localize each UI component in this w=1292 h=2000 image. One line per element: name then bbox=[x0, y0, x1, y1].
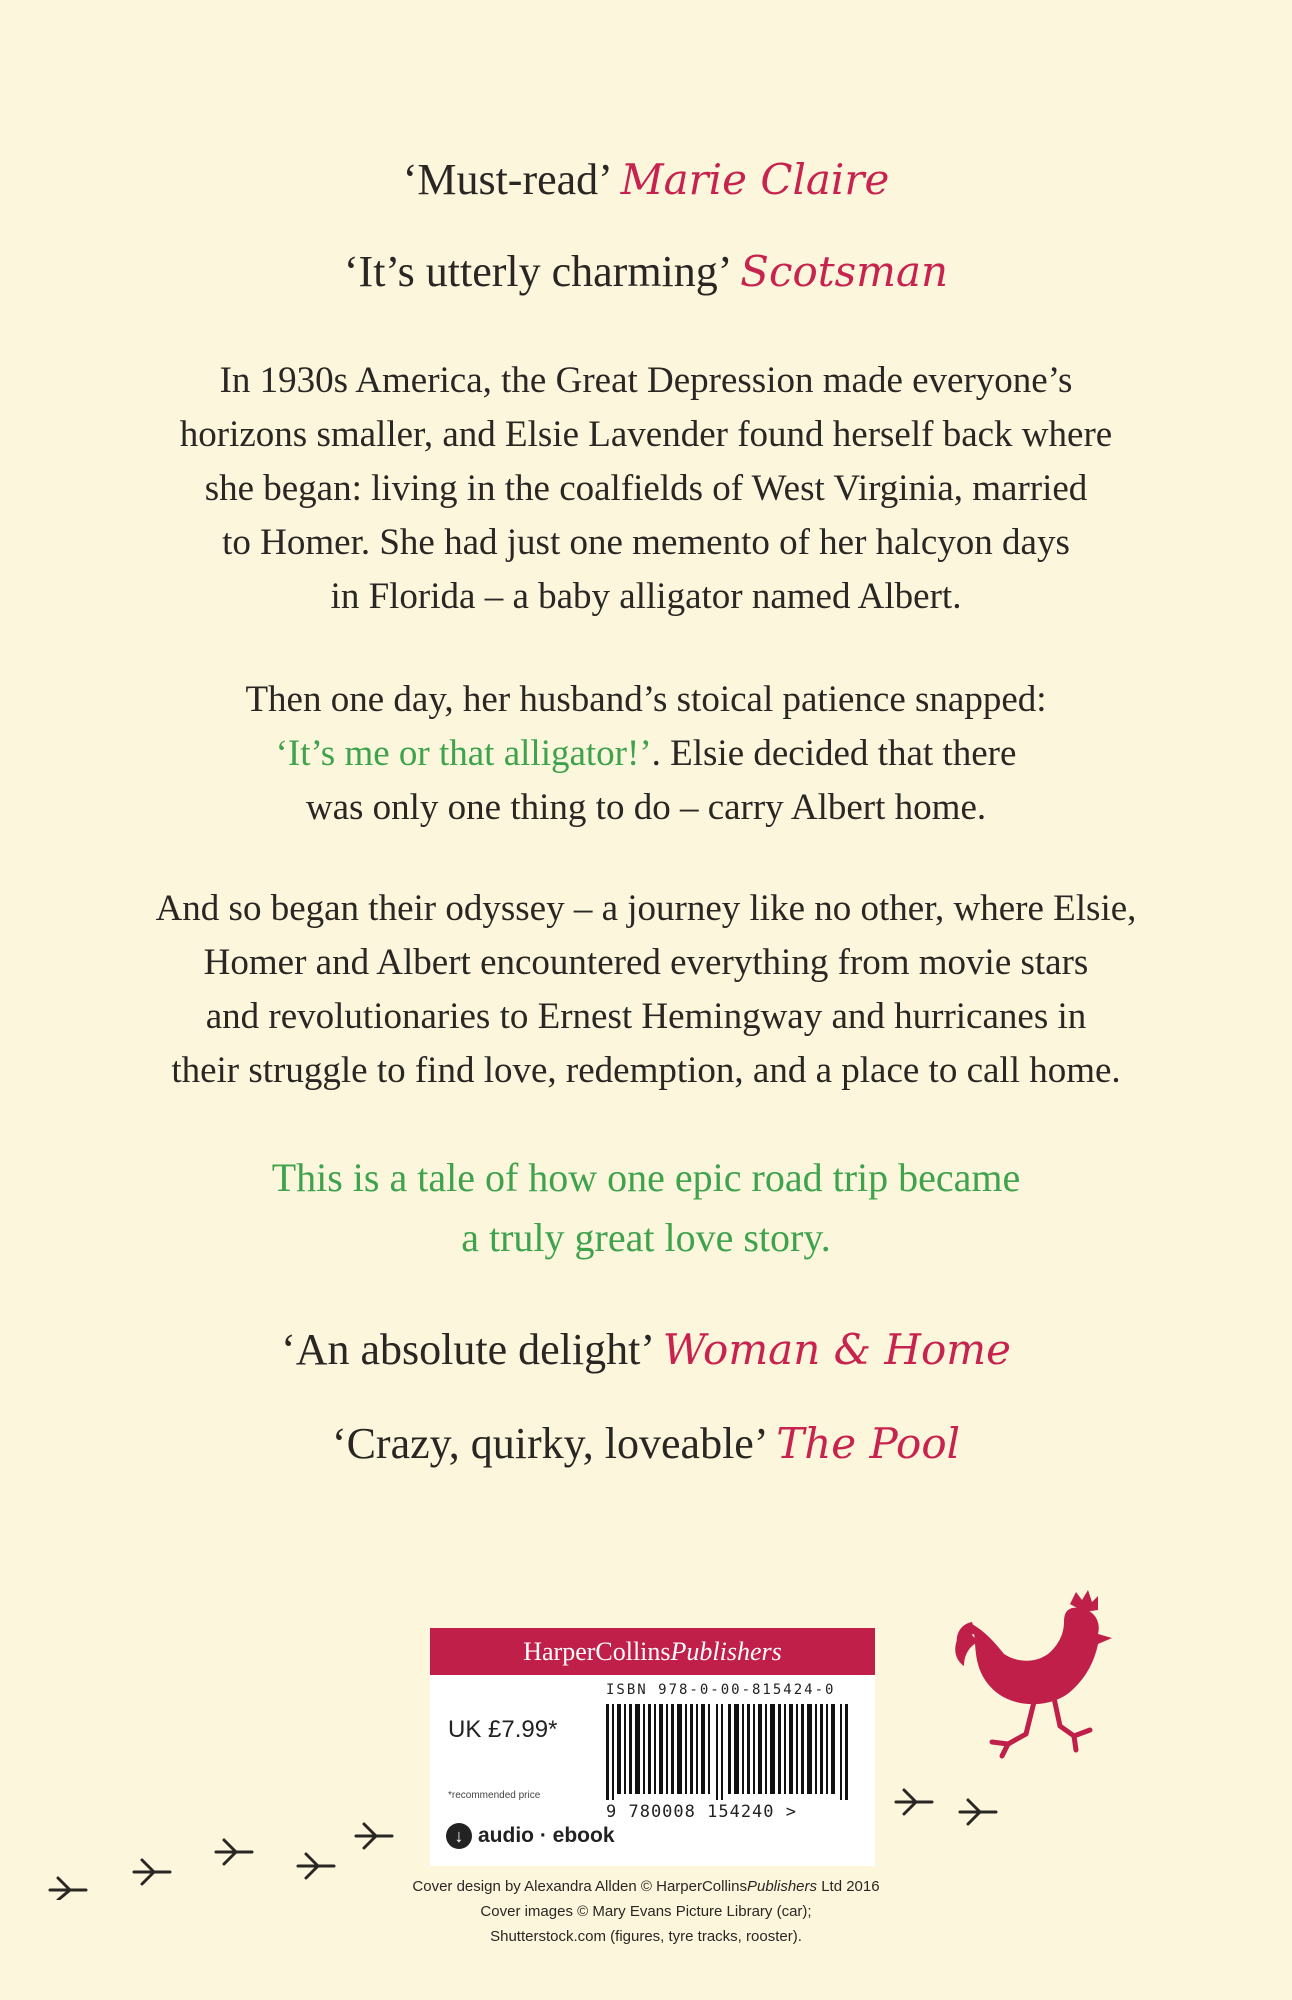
credit-text: Cover design by Alexandra Allden © HarperCollins bbox=[412, 1878, 747, 1895]
quote-source: Scotsman bbox=[740, 247, 949, 296]
blurb-line: in Florida – a baby alligator named Albert. bbox=[330, 576, 962, 617]
credit-text: Ltd 2016 bbox=[817, 1878, 880, 1895]
formats-text: audio · ebook bbox=[478, 1824, 615, 1847]
blurb-line: horizons smaller, and Elsie Lavender found herself back where bbox=[179, 414, 1113, 455]
publisher-bar bbox=[430, 1628, 875, 1675]
credit-line bbox=[0, 1874, 1292, 1899]
price: UK £7.99* bbox=[448, 1716, 558, 1743]
alligator-quote: ‘It’s me or that alligator!’ bbox=[275, 733, 652, 774]
blurb-line: was only one thing to do – carry Albert home. bbox=[305, 787, 987, 828]
tagline-line: a truly great love story. bbox=[461, 1215, 831, 1260]
blurb-line: to Homer. She had just one memento of her halcyon days bbox=[222, 522, 1070, 563]
quote-source: Woman & Home bbox=[662, 1325, 1011, 1374]
blurb-paragraph-1 bbox=[0, 354, 1292, 624]
formats bbox=[446, 1823, 615, 1849]
quote-text: ‘Crazy, quirky, loveable’ bbox=[331, 1419, 766, 1468]
blurb-line: their struggle to find love, redemption, and a place to call home. bbox=[171, 1050, 1121, 1091]
quote-scotsman bbox=[0, 247, 1292, 296]
quote-source: The Pool bbox=[776, 1419, 961, 1468]
credit-italic: Publishers bbox=[746, 1878, 818, 1895]
quote-text: ‘Must-read’ bbox=[402, 155, 610, 204]
blurb-paragraph-2 bbox=[0, 673, 1292, 835]
credit-line: Shutterstock.com (figures, tyre tracks, rooster). bbox=[490, 1928, 802, 1945]
download-circle-icon: ↓ bbox=[446, 1823, 472, 1849]
isbn: ISBN 978-0-00-815424-0 bbox=[606, 1682, 836, 1698]
quote-source: Marie Claire bbox=[620, 155, 890, 204]
credit-line: Cover images © Mary Evans Picture Library (car); bbox=[480, 1903, 812, 1920]
quote-text: ‘An absolute delight’ bbox=[281, 1325, 652, 1374]
quote-marie-claire bbox=[0, 155, 1292, 204]
tagline-line: This is a tale of how one epic road trip became bbox=[271, 1155, 1021, 1200]
tagline bbox=[0, 1148, 1292, 1268]
recommended-price-note: *recommended price bbox=[448, 1790, 541, 1801]
blurb-line: And so began their odyssey – a journey like no other, where Elsie, bbox=[155, 888, 1137, 929]
blurb-line: and revolutionaries to Ernest Hemingway and hurricanes in bbox=[205, 996, 1087, 1037]
publisher-name: HarperCollins bbox=[523, 1637, 671, 1666]
quote-text: ‘It’s utterly charming’ bbox=[343, 247, 730, 296]
cover-credits bbox=[0, 1874, 1292, 1949]
blurb-paragraph-3 bbox=[0, 882, 1292, 1098]
blurb-line: she began: living in the coalfields of West Virginia, married bbox=[204, 468, 1088, 509]
publisher-name-italic: Publishers bbox=[670, 1637, 782, 1666]
rooster-icon bbox=[952, 1584, 1122, 1784]
blurb-line: Then one day, her husband’s stoical patience snapped: bbox=[245, 679, 1047, 720]
blurb-line bbox=[0, 727, 1292, 781]
barcode-digits: 9 780008 154240 > bbox=[606, 1802, 797, 1822]
blurb-line: In 1930s America, the Great Depression made everyone’s bbox=[219, 360, 1073, 401]
barcode-label bbox=[430, 1628, 875, 1866]
barcode bbox=[606, 1704, 851, 1800]
blurb-line-rest: . Elsie decided that there bbox=[651, 733, 1017, 774]
quote-the-pool bbox=[0, 1419, 1292, 1468]
blurb-line: Homer and Albert encountered everything from movie stars bbox=[203, 942, 1089, 983]
quote-woman-home bbox=[0, 1325, 1292, 1374]
